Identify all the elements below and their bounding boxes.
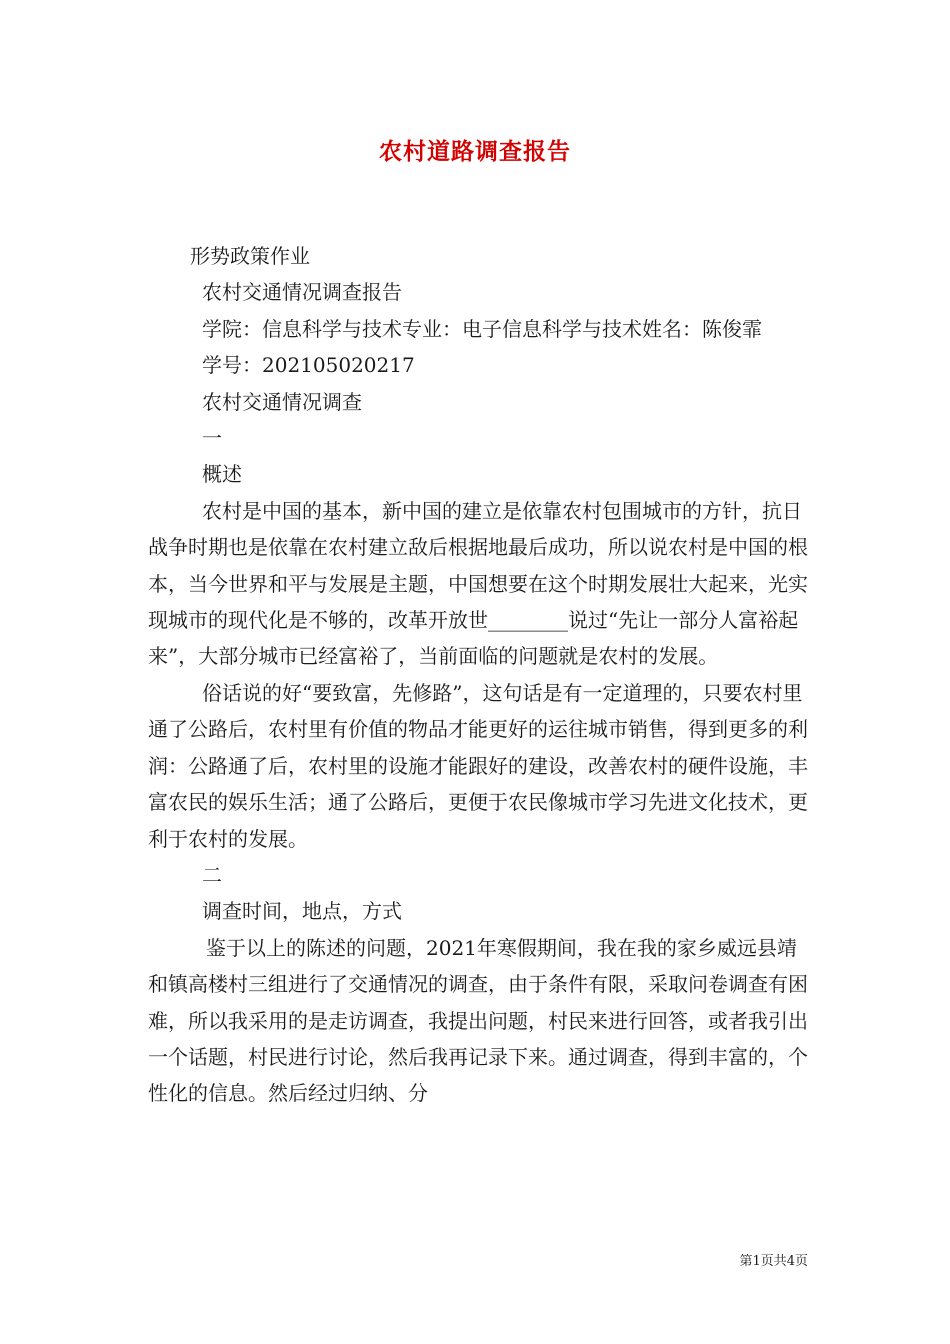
paragraph-course: 形势政策作业 [190, 244, 310, 268]
section-number-1: 一 [202, 426, 222, 451]
section-number-2: 二 [202, 862, 222, 887]
paragraph-survey-method: 鉴于以上的陈述的问题，2021年寒假期间，我在我的家乡威远县靖和镇高楼村三组进行了交通情况的调查，由于条件有限，采取问卷调查有困难，所以我采用的是走访调查，我提出问题，村民来进行回答，或者我引出一个话题，村民进行讨论，然后我再记录下来。通过调查，得到丰富的，个性化的信息。然后经过归纳、分 [148, 935, 808, 1106]
section-heading-survey: 调查时间，地点，方式 [202, 899, 402, 924]
paragraph-report-title: 农村交通情况调查报告 [202, 280, 402, 305]
paragraph-student-id: 学号：202105020217 [202, 353, 415, 378]
page-number: 第1页共4页 [739, 1254, 808, 1269]
section-heading-overview: 概述 [202, 462, 242, 487]
paragraph-road-importance: 俗话说的好“要致富，先修路”，这句话是有一定道理的，只要农村里通了公路后，农村里有价值的物品才能更好的运往城市销售，得到更多的利润：公路通了后，农村里的设施才能跟好的建设，改善农村的硬件设施，丰富农民的娱乐生活；通了公路后，更便于农民像城市学习先进文化技术，更利于农村的发展。 [148, 680, 808, 851]
paragraph-subtitle: 农村交通情况调查 [202, 389, 362, 414]
paragraph-overview: 农村是中国的基本，新中国的建立是依靠农村包围城市的方针，抗日战争时期也是依靠在农村建立敌后根据地最后成功，所以说农村是中国的根本，当今世界和平与发展是主题，中国想要在这个时期发展壮大起来，光实现城市的现代化是不够的，改革开放世________说过“先让一部分人富裕起来”，大部分城市已经富裕了，当前面临的问题就是农村的发展。 [148, 498, 808, 669]
paragraph-author-info: 学院：信息科学与技术专业：电子信息科学与技术姓名：陈俊霏 [202, 316, 762, 341]
document-title: 农村道路调查报告 [379, 138, 571, 165]
document-body [148, 238, 808, 1112]
